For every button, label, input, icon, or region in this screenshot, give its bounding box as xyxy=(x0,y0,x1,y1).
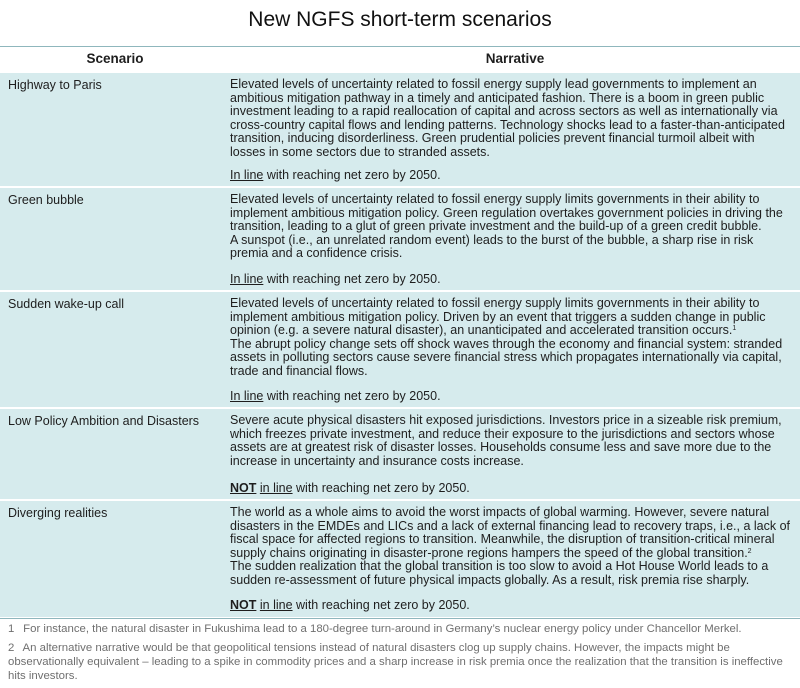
footnote-1: 1 For instance, the natural disaster in Fukushima lead to a 180-degree turn-around in Germany’s nuclear energy policy under Chancellor Merkel. xyxy=(8,623,742,635)
scenario-narrative: Elevated levels of uncertainty related to fossil energy supply limits governments in their ability to implement ambitious mitigation policy. Driven by an event that triggers a sudden change in public opinion (e.g. a severe natural disaster), an unanticipated and accelerated transition occurs.$^1$ The abrupt policy change sets off shock waves through the economy and financial system: stranded assets in polluting sectors cause severe financial stress which propagates internationally via capital, trade and financial flows. xyxy=(230,296,783,378)
header-narrative: Narrative xyxy=(485,51,545,66)
table-row xyxy=(0,292,800,409)
table-bottom-rule xyxy=(0,618,800,619)
table-row xyxy=(0,409,800,501)
scenario-name: Diverging realities xyxy=(8,506,108,520)
header-scenario: Scenario xyxy=(86,51,144,66)
scenario-narrative: Elevated levels of uncertainty related to fossil energy supply lead governments to implement an ambitious mitigation pathway in a timely and anticipated fashion. There is a boom in green public investment leading to a rapid reallocation of capital and across sectors as well as internationally via cross-country capital flows and lending patterns. Technology shocks lead to a faster-than-anticipated transition, inducing disorderliness. Green prudential policies prevent financial turmoil albeit with losses in some sectors due to stranded assets. xyxy=(230,77,785,159)
footnote-ref[interactable]: 1 xyxy=(732,325,737,333)
table-row xyxy=(0,501,800,619)
scenario-narrative: The world as a whole aims to avoid the worst impacts of global warming. However, severe natural disasters in the EMDEs and LICs and a lack of external financing lead to recovery traps, i.e., a lack of fiscal space for affected regions to transition. Meanwhile, the disruption of transition-critical mineral supply chains originating in disaster-prone regions hampers the speed of the global transition.$^2$ The sudden realization that the global transition is too slow to avoid a Hot House World leads to a sudden re-assessment of future physical impacts globally. As a result, risk premia rise sharply. xyxy=(230,505,791,587)
scenario-name: Low Policy Ambition and Disasters xyxy=(8,414,200,428)
net-zero-status: NOT in line with reaching net zero by 2050. xyxy=(230,481,470,495)
footnote-2: 2 An alternative narrative would be that geopolitical tensions instead of natural disasters clog up supply chains. However, the impacts might be observationally equivalent – leading to a spike in commodity prices and a sharp increase in risk premia once the realization that the transition is ineffective hits investors. xyxy=(8,642,783,682)
page-title: New NGFS short-term scenarios xyxy=(248,8,552,31)
scenario-narrative: Elevated levels of uncertainty related to fossil energy supply limits governments in their ability to implement ambitious mitigation policy. Green regulation overtakes government policies in driving the transition, leading to a glut of green private investment and the build-up of a green credit bubble. A sunspot (i.e., an unrelated random event) leads to the burst of the bubble, a sharp rise in risk premia and a confidence crisis. xyxy=(230,192,783,261)
footnote-ref[interactable]: 2 xyxy=(747,547,752,555)
net-zero-status: In line with reaching net zero by 2050. xyxy=(230,168,441,182)
scenario-narrative: Severe acute physical disasters hit exposed jurisdictions. Investors price in a sizeable risk premium, which freezes private investment, and reduce their exposure to the jurisdictions and sectors whose assets are at greatest risk of disaster losses. Households consume less and save more due to the increase in uncertainty and insurance costs increase. xyxy=(230,413,782,468)
table-row xyxy=(0,188,800,292)
table-header xyxy=(0,46,800,74)
net-zero-status: In line with reaching net zero by 2050. xyxy=(230,389,441,403)
scenario-name: Green bubble xyxy=(8,193,84,207)
net-zero-status: In line with reaching net zero by 2050. xyxy=(230,272,441,286)
net-zero-status: NOT in line with reaching net zero by 2050. xyxy=(230,598,470,612)
scenario-name: Sudden wake-up call xyxy=(8,297,125,311)
scenario-name: Highway to Paris xyxy=(8,78,102,92)
table-row xyxy=(0,73,800,188)
